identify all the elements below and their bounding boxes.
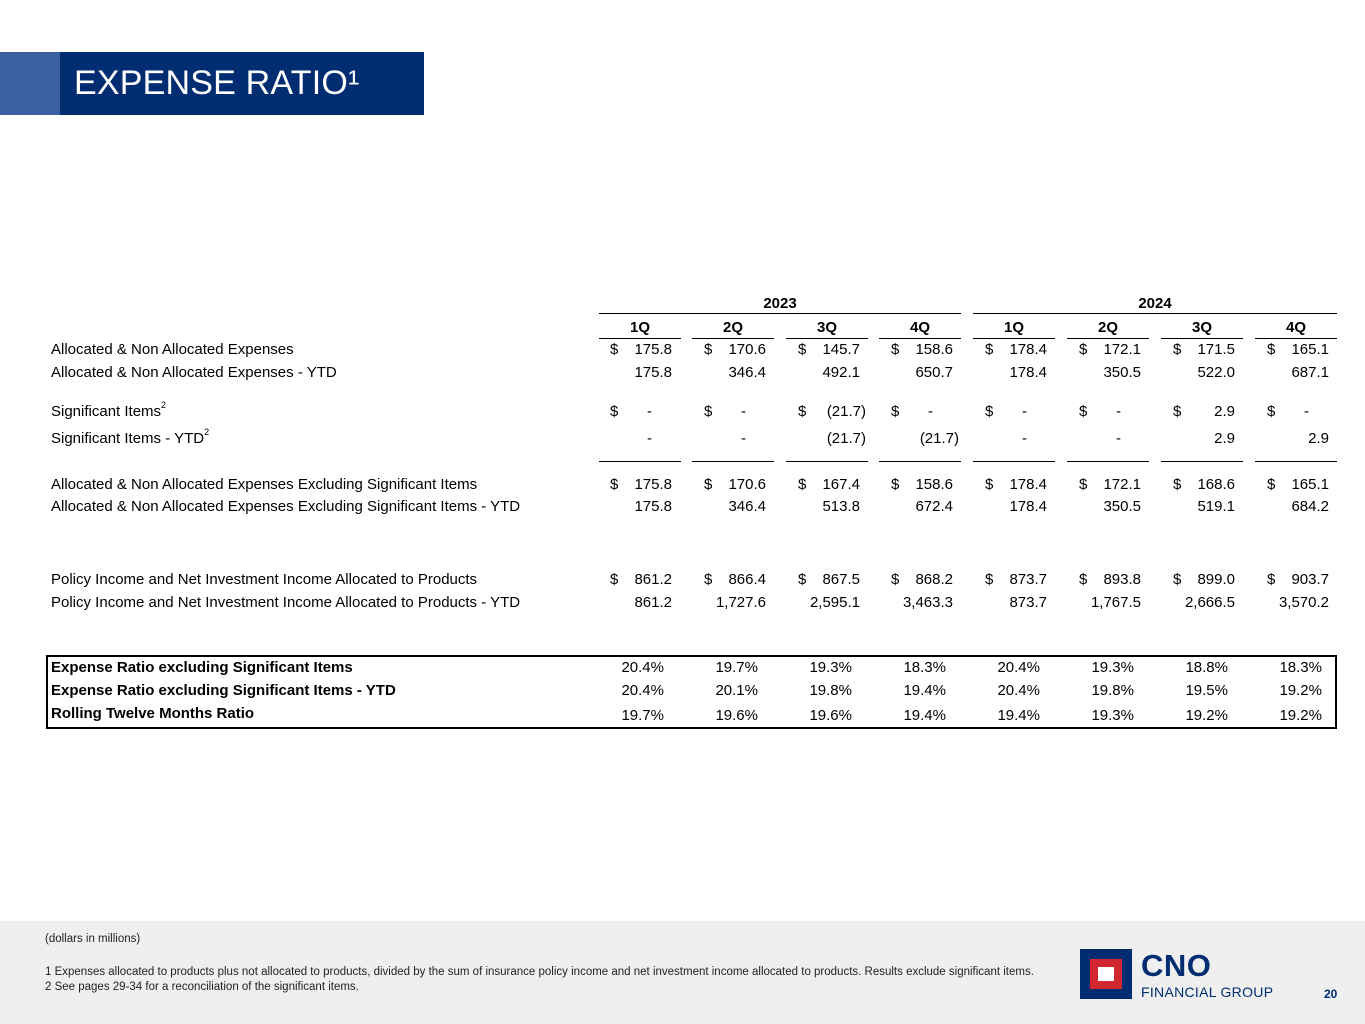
subtotal-rule xyxy=(692,461,774,462)
table-cell: 868.2 xyxy=(915,571,953,588)
table-cell: 522.0 xyxy=(1197,364,1235,381)
quarter-underline xyxy=(1067,338,1149,339)
dollar-sign: $ xyxy=(985,403,994,420)
dollar-sign: $ xyxy=(610,403,619,420)
subtotal-rule xyxy=(599,461,681,462)
table-cell: - xyxy=(741,403,746,420)
ratio-cell: 18.3% xyxy=(903,659,946,676)
ratio-cell: 19.4% xyxy=(903,682,946,699)
ratio-cell: 19.8% xyxy=(1091,682,1134,699)
row-label-text: Policy Income and Net Investment Income Allocated to Products xyxy=(51,571,478,588)
quarter-underline xyxy=(1161,338,1243,339)
ratio-cell: 19.3% xyxy=(1091,659,1134,676)
table-cell: - xyxy=(1022,430,1027,447)
dollar-sign: $ xyxy=(704,403,713,420)
quarter-underline xyxy=(879,338,961,339)
table-cell: 178.4 xyxy=(1009,476,1047,493)
table-cell: (21.7) xyxy=(826,430,866,447)
table-cell: 178.4 xyxy=(1009,498,1047,515)
dollar-sign: $ xyxy=(891,403,900,420)
table-cell: 175.8 xyxy=(634,476,672,493)
ratio-cell: 19.2% xyxy=(1279,682,1322,699)
table-cell: - xyxy=(1304,403,1309,420)
table-cell: 873.7 xyxy=(1009,594,1047,611)
row-label xyxy=(51,400,167,420)
dollar-sign: $ xyxy=(985,341,994,358)
quarter-underline xyxy=(786,338,868,339)
quarter-header: 1Q xyxy=(629,319,650,336)
table-cell: 165.1 xyxy=(1291,341,1329,358)
dollar-sign: $ xyxy=(1079,403,1088,420)
quarter-underline xyxy=(1255,338,1337,339)
dollar-sign: $ xyxy=(610,341,619,358)
year-underline xyxy=(973,313,1337,314)
row-label-text: Allocated & Non Allocated Expenses Excluding Significant Items xyxy=(51,476,478,493)
table-cell: 170.6 xyxy=(728,341,766,358)
dollar-sign: $ xyxy=(891,571,900,588)
quarter-underline xyxy=(599,338,681,339)
table-cell: 2,595.1 xyxy=(809,594,860,611)
page-title: EXPENSE RATIO¹ xyxy=(74,64,360,102)
table-cell: 175.8 xyxy=(634,498,672,515)
subtotal-rule xyxy=(879,461,961,462)
dollar-sign: $ xyxy=(1079,341,1088,358)
ratio-cell: 20.1% xyxy=(715,682,758,699)
dollar-sign: $ xyxy=(1173,571,1182,588)
table-cell: 165.1 xyxy=(1291,476,1329,493)
row-label xyxy=(51,341,294,358)
table-cell: - xyxy=(647,403,652,420)
dollar-sign: $ xyxy=(891,476,900,493)
ratio-cell: 19.3% xyxy=(1091,707,1134,724)
dollar-sign: $ xyxy=(610,571,619,588)
table-cell: 903.7 xyxy=(1291,571,1329,588)
dollar-sign: $ xyxy=(798,341,807,358)
dollar-sign: $ xyxy=(891,341,900,358)
table-cell: - xyxy=(647,430,652,447)
table-cell: 2.9 xyxy=(1308,430,1329,447)
table-cell: 2.9 xyxy=(1214,430,1235,447)
ratio-summary-box xyxy=(46,655,1337,729)
table-cell: 492.1 xyxy=(822,364,860,381)
subtotal-rule xyxy=(1255,461,1337,462)
quarter-header: 1Q xyxy=(1003,319,1024,336)
cno-logo-white-square xyxy=(1098,967,1114,981)
dollar-sign: $ xyxy=(1173,403,1182,420)
table-cell: - xyxy=(741,430,746,447)
row-label xyxy=(51,364,337,381)
footnote-1: 1 Expenses allocated to products plus not allocated to products, divided by the sum of insurance policy income and net investment income allocated to products. Results exclude significant items. xyxy=(45,966,1034,978)
table-cell: - xyxy=(1022,403,1027,420)
dollar-sign: $ xyxy=(1267,571,1276,588)
table-cell: 3,463.3 xyxy=(902,594,953,611)
dollar-sign: $ xyxy=(1173,476,1182,493)
quarter-underline xyxy=(973,338,1055,339)
table-cell: 650.7 xyxy=(915,364,953,381)
table-cell: 172.1 xyxy=(1103,341,1141,358)
ratio-cell: 19.4% xyxy=(903,707,946,724)
dollar-sign: $ xyxy=(1267,476,1276,493)
table-cell: 684.2 xyxy=(1291,498,1329,515)
dollar-sign: $ xyxy=(704,341,713,358)
subtotal-rule xyxy=(1067,461,1149,462)
dollar-sign: $ xyxy=(798,476,807,493)
ratio-label: Rolling Twelve Months Ratio xyxy=(51,705,255,722)
table-cell: 350.5 xyxy=(1103,498,1141,515)
year-header: 2024 xyxy=(1138,295,1172,312)
ratio-cell: 19.6% xyxy=(715,707,758,724)
quarter-underline xyxy=(692,338,774,339)
row-label-text: Significant Items - YTD xyxy=(51,430,205,447)
dollar-sign: $ xyxy=(1267,341,1276,358)
table-cell: 687.1 xyxy=(1291,364,1329,381)
dollar-sign: $ xyxy=(1267,403,1276,420)
table-cell: 346.4 xyxy=(728,364,766,381)
logo-name: CNO xyxy=(1141,948,1212,983)
table-cell: (21.7) xyxy=(919,430,959,447)
row-label-text: Allocated & Non Allocated Expenses - YTD xyxy=(51,364,337,381)
dollar-sign: $ xyxy=(798,403,807,420)
table-cell: - xyxy=(1116,430,1121,447)
page-number: 20 xyxy=(1324,987,1338,1001)
footnote-marker: 2 xyxy=(161,400,167,410)
quarter-header: 2Q xyxy=(1097,319,1118,336)
ratio-cell: 19.8% xyxy=(809,682,852,699)
table-cell: 861.2 xyxy=(634,594,672,611)
footnotes xyxy=(45,965,1055,995)
table-cell: 519.1 xyxy=(1197,498,1235,515)
title-accent-bar xyxy=(0,52,60,115)
ratio-cell: 20.4% xyxy=(621,682,664,699)
table-cell: 178.4 xyxy=(1009,364,1047,381)
quarter-header: 3Q xyxy=(816,319,837,336)
table-cell: 513.8 xyxy=(822,498,860,515)
table-cell: 145.7 xyxy=(822,341,860,358)
table-cell: 3,570.2 xyxy=(1278,594,1329,611)
dollar-sign: $ xyxy=(798,571,807,588)
table-cell: 170.6 xyxy=(728,476,766,493)
table-cell: 873.7 xyxy=(1009,571,1047,588)
ratio-cell: 20.4% xyxy=(997,659,1040,676)
table-cell: - xyxy=(928,403,933,420)
ratio-cell: 20.4% xyxy=(997,682,1040,699)
dollar-sign: $ xyxy=(985,476,994,493)
table-cell: 893.8 xyxy=(1103,571,1141,588)
row-label xyxy=(51,476,477,493)
table-cell: 866.4 xyxy=(728,571,766,588)
table-cell: (21.7) xyxy=(826,403,866,420)
year-header: 2023 xyxy=(763,295,797,312)
ratio-cell: 18.3% xyxy=(1279,659,1322,676)
subtotal-rule xyxy=(1161,461,1243,462)
ratio-cell: 19.2% xyxy=(1279,707,1322,724)
subtotal-rule xyxy=(973,461,1055,462)
table-cell: 899.0 xyxy=(1197,571,1235,588)
quarter-header: 4Q xyxy=(909,319,930,336)
ratio-cell: 19.4% xyxy=(997,707,1040,724)
subtotal-rule xyxy=(786,461,868,462)
dollar-sign: $ xyxy=(610,476,619,493)
table-cell: 346.4 xyxy=(728,498,766,515)
row-label xyxy=(51,571,477,588)
ratio-cell: 20.4% xyxy=(621,659,664,676)
table-cell: 672.4 xyxy=(915,498,953,515)
row-label xyxy=(51,498,520,515)
dollar-sign: $ xyxy=(985,571,994,588)
quarter-header: 3Q xyxy=(1191,319,1212,336)
table-cell: 167.4 xyxy=(822,476,860,493)
year-underline xyxy=(599,313,961,314)
dollar-sign: $ xyxy=(704,476,713,493)
footnote-marker: 2 xyxy=(204,427,210,437)
table-cell: 1,727.6 xyxy=(715,594,766,611)
ratio-cell: 19.7% xyxy=(621,707,664,724)
ratio-cell: 19.5% xyxy=(1185,682,1228,699)
dollar-sign: $ xyxy=(704,571,713,588)
quarter-header: 4Q xyxy=(1285,319,1306,336)
table-cell: 168.6 xyxy=(1197,476,1235,493)
quarter-header: 2Q xyxy=(722,319,743,336)
ratio-cell: 19.2% xyxy=(1185,707,1228,724)
units-note: (dollars in millions) xyxy=(45,933,141,945)
table-cell: 158.6 xyxy=(915,476,953,493)
table-cell: 2.9 xyxy=(1214,403,1235,420)
ratio-cell: 19.6% xyxy=(809,707,852,724)
table-cell: 1,767.5 xyxy=(1090,594,1141,611)
table-cell: 175.8 xyxy=(634,341,672,358)
ratio-label: Expense Ratio excluding Significant Items xyxy=(51,659,353,676)
table-cell: 861.2 xyxy=(634,571,672,588)
ratio-cell: 19.7% xyxy=(715,659,758,676)
row-label-text: Policy Income and Net Investment Income Allocated to Products - YTD xyxy=(51,594,521,611)
footnote-2: 2 See pages 29-34 for a reconciliation of the significant items. xyxy=(45,981,359,993)
row-label-text: Allocated & Non Allocated Expenses xyxy=(51,341,294,358)
table-cell: 175.8 xyxy=(634,364,672,381)
table-cell: 178.4 xyxy=(1009,341,1047,358)
table-cell: 867.5 xyxy=(822,571,860,588)
row-label xyxy=(51,594,520,611)
ratio-cell: 18.8% xyxy=(1185,659,1228,676)
row-label-text: Significant Items xyxy=(51,403,162,420)
row-label-text: Allocated & Non Allocated Expenses Excluding Significant Items - YTD xyxy=(51,498,521,515)
logo-subtitle: FINANCIAL GROUP xyxy=(1141,984,1274,1000)
ratio-label: Expense Ratio excluding Significant Items - YTD xyxy=(51,682,396,699)
ratio-cell: 19.3% xyxy=(809,659,852,676)
table-cell: 350.5 xyxy=(1103,364,1141,381)
table-cell: 172.1 xyxy=(1103,476,1141,493)
dollar-sign: $ xyxy=(1079,571,1088,588)
row-label xyxy=(51,427,210,447)
table-cell: - xyxy=(1116,403,1121,420)
table-cell: 171.5 xyxy=(1197,341,1235,358)
dollar-sign: $ xyxy=(1079,476,1088,493)
table-cell: 158.6 xyxy=(915,341,953,358)
table-cell: 2,666.5 xyxy=(1184,594,1235,611)
dollar-sign: $ xyxy=(1173,341,1182,358)
